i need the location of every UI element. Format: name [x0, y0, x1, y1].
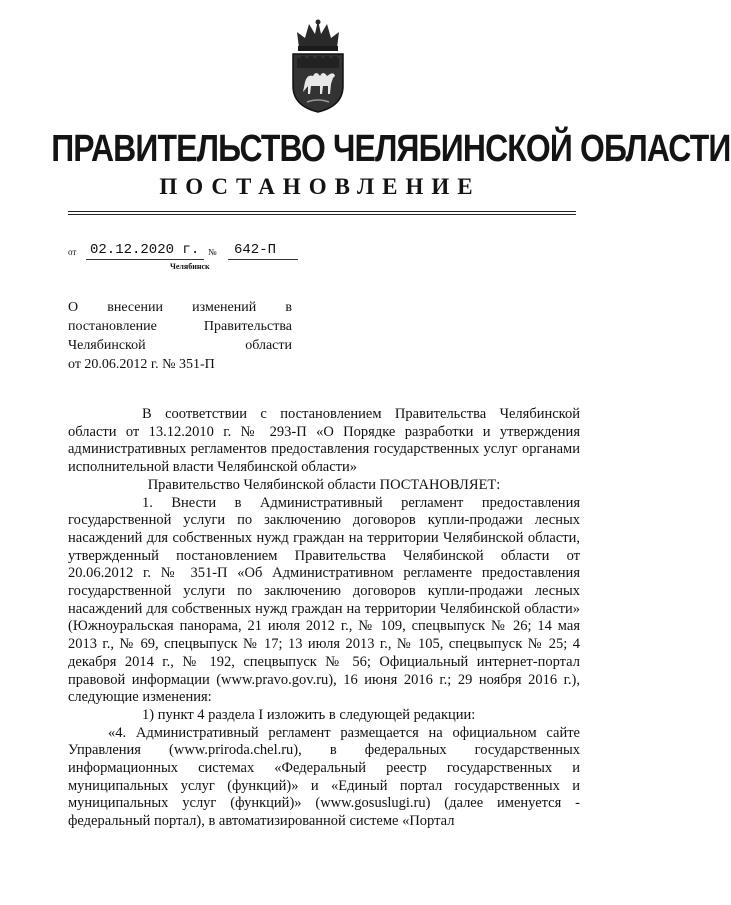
header-divider — [68, 211, 576, 212]
resolution-line: Правительство Челябинской области ПОСТАНОВЛЯЕТ: — [147, 476, 501, 493]
date-underline — [86, 259, 204, 260]
document-subject — [68, 298, 292, 374]
date-prefix-label: от — [68, 247, 77, 257]
clause-1-paragraph: 1. Внести в Административный регламент предоставления государственной услуги по заключению договоров купли-продажи лесных насаждений для собственных нужд граждан на территории Челябинской области, утвержденный постановлением Правительства Челябинской области от 20.06.2012 г. № 351-П «Об Административном регламенте предоставления государственной услуги по заключению договоров купли-продажи лесных насаждений для собственных нужд граждан на территории Челябинской области» (Южноуральская панорама, 21 июля 2012 г., № 109, спецвыпуск № 26; 14 мая 2013 г., № 69, спецвыпуск № 17; 13 июля 2013 г., № 105, спецвыпуск № 25; 4 декабря 2014 г., № 192, спецвыпуск № 56; Официальный интернет-портал правовой информации (www.pravo.gov.ru), 16 июня 2016 г.; 29 ноября 2016 г.), следующие изменения: — [68, 494, 580, 706]
number-underline — [228, 259, 298, 260]
document-type-title: ПОСТАНОВЛЕНИЕ — [159, 174, 481, 199]
subject-line: О внесении изменений в — [68, 300, 292, 315]
quoted-paragraph: «4. Административный регламент размещается на официальном сайте Управления (www.priroda.chel.ru), в федеральных государственных информационных системах «Федеральный реестр государственных и муниципальных услуг (функций)» и «Единый портал государственных и муниципальных услуг (функций)» (www.gosuslugi.ru) (далее именуется - федеральный портал), в автоматизированной системе «Портал — [68, 724, 580, 830]
preamble-paragraph: В соответствии с постановлением Правительства Челябинской области от 13.12.2010 г. № 293-П «О Порядке разработки и утверждения административных регламентов предоставления государственных услуг органами исполнительной власти Челябинской области» — [68, 406, 580, 476]
subject-line: Челябинской области — [68, 338, 292, 353]
document-body — [68, 406, 580, 831]
subject-line: постановление Правительства — [68, 319, 292, 334]
city-label: Челябинск — [170, 262, 210, 271]
government-title: ПРАВИТЕЛЬСТВО ЧЕЛЯБИНСКОЙ ОБЛАСТИ — [51, 128, 731, 170]
coat-of-arms-emblem — [283, 18, 353, 114]
document-date: 02.12.2020 г. — [90, 242, 200, 258]
header-divider-secondary — [68, 214, 576, 215]
document-number: 642-П — [234, 242, 277, 258]
subject-line: от 20.06.2012 г. № 351-П — [68, 357, 215, 372]
number-sign-label: № — [208, 247, 217, 257]
subclause-paragraph: 1) пункт 4 раздела I изложить в следующей редакции: — [142, 706, 476, 723]
